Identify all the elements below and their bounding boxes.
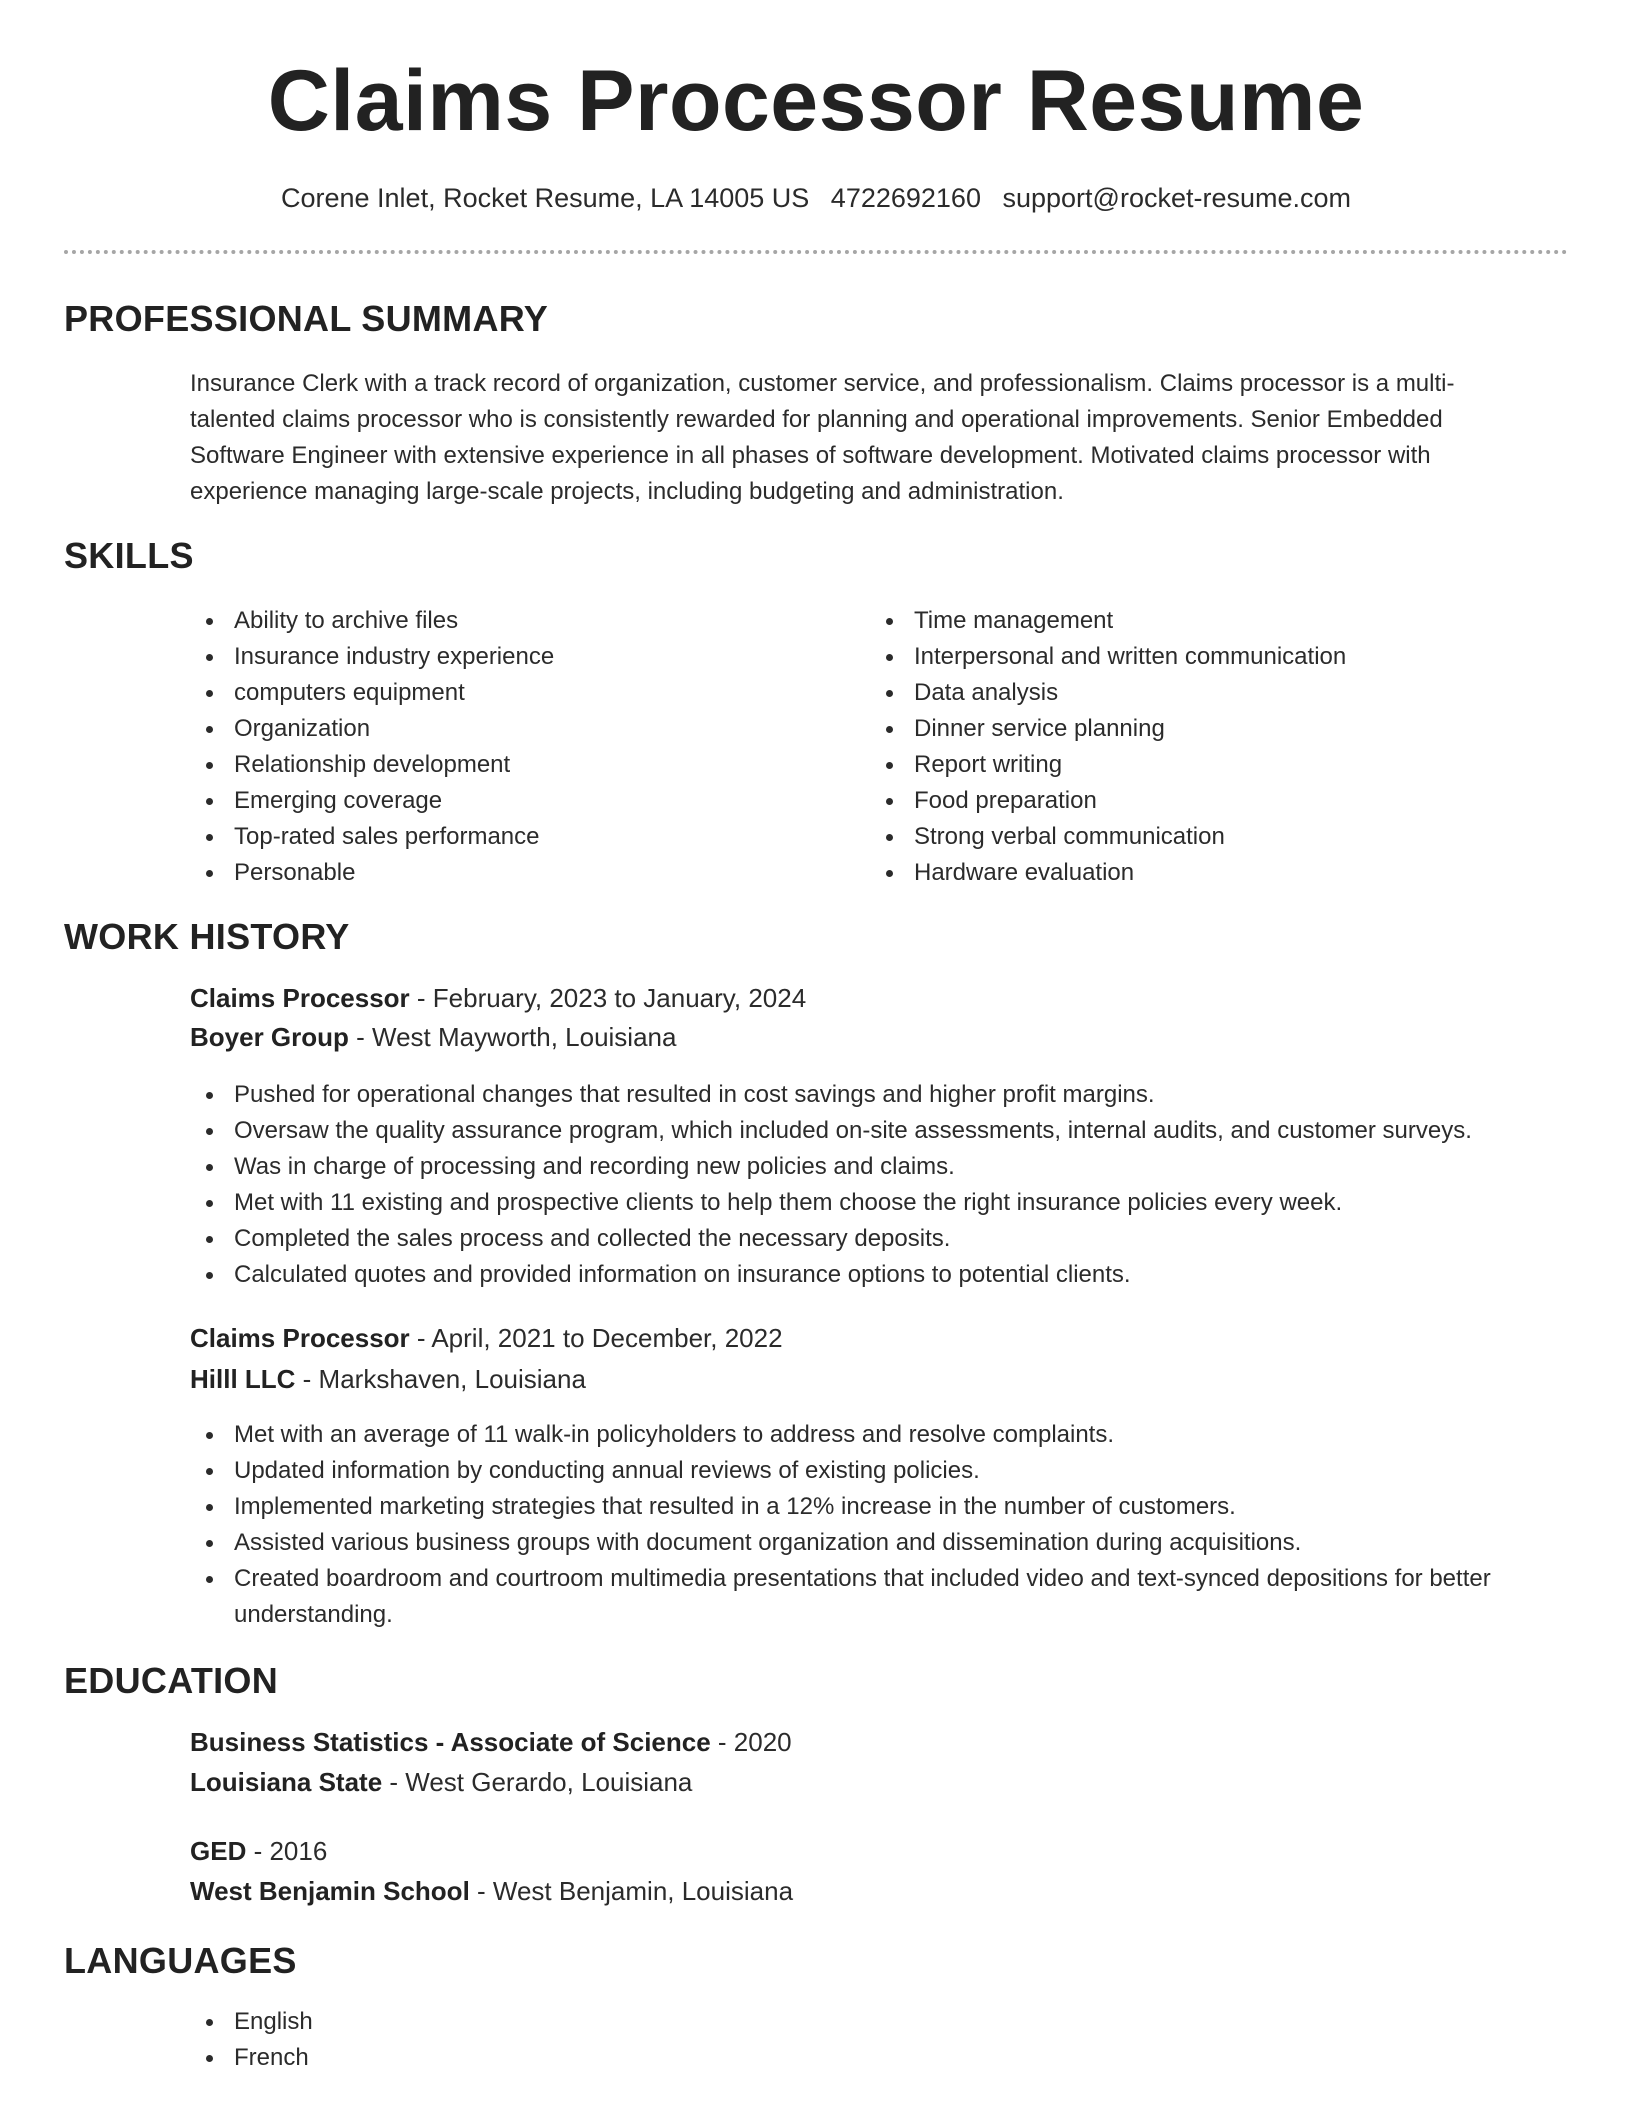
- contact-phone: 4722692160: [830, 183, 981, 213]
- job-title-line: [190, 983, 806, 1014]
- skill-item: Data analysis: [870, 675, 1530, 711]
- skill-item: Insurance industry experience: [190, 639, 850, 675]
- education-year: - 2020: [710, 1727, 792, 1757]
- skill-item: Report writing: [870, 747, 1530, 783]
- skill-item: Relationship development: [190, 747, 850, 783]
- job-title-line: [190, 1323, 783, 1354]
- skill-item: Ability to archive files: [190, 603, 850, 639]
- education-degree: Business Statistics - Associate of Science: [190, 1727, 711, 1757]
- section-heading-education: EDUCATION: [64, 1660, 279, 1701]
- job-location: - Markshaven, Louisiana: [295, 1364, 586, 1394]
- job-location: - West Mayworth, Louisiana: [348, 1022, 677, 1052]
- job-bullet: Created boardroom and courtroom multimedia presentations that included video and text-synced depositions for better understanding.: [190, 1561, 1570, 1633]
- job-dates: - April, 2021 to December, 2022: [409, 1323, 783, 1353]
- job-bullet: Updated information by conducting annual reviews of existing policies.: [190, 1453, 1570, 1489]
- page-title: Claims Processor Resume: [267, 53, 1365, 149]
- languages-list: [190, 2004, 790, 2076]
- job-bullet: Completed the sales process and collected the necessary deposits.: [190, 1221, 1570, 1257]
- education-degree-line: [190, 1836, 327, 1867]
- contact-address: Corene Inlet, Rocket Resume, LA 14005 US: [280, 183, 810, 213]
- skill-item: Dinner service planning: [870, 711, 1530, 747]
- job-dates: - February, 2023 to January, 2024: [409, 983, 807, 1013]
- job-company-line: [190, 1022, 676, 1053]
- section-heading-work: WORK HISTORY: [64, 916, 350, 957]
- job-bullet: Assisted various business groups with document organization and dissemination during acquisitions.: [190, 1525, 1570, 1561]
- skill-item: Interpersonal and written communication: [870, 639, 1530, 675]
- skill-item: Personable: [190, 855, 850, 891]
- language-item: French: [190, 2040, 790, 2076]
- skill-item: Hardware evaluation: [870, 855, 1530, 891]
- header-divider: [64, 250, 1568, 254]
- education-school: Louisiana State: [190, 1767, 383, 1797]
- job-bullets: [190, 1417, 1570, 1633]
- skill-item: Top-rated sales performance: [190, 819, 850, 855]
- language-item: English: [190, 2004, 790, 2040]
- job-bullet: Implemented marketing strategies that resulted in a 12% increase in the number of customers.: [190, 1489, 1570, 1525]
- job-title: Claims Processor: [190, 1323, 410, 1353]
- section-heading-languages: LANGUAGES: [64, 1940, 297, 1981]
- job-bullet: Calculated quotes and provided information on insurance options to potential clients.: [190, 1257, 1570, 1293]
- skill-item: Emerging coverage: [190, 783, 850, 819]
- contact-email: support@rocket-resume.com: [1002, 183, 1352, 213]
- job-company-line: [190, 1364, 586, 1395]
- section-heading-summary: PROFESSIONAL SUMMARY: [64, 298, 549, 339]
- skills-list-right: [870, 603, 1530, 891]
- job-bullet: Pushed for operational changes that resulted in cost savings and higher profit margins.: [190, 1077, 1570, 1113]
- education-school: West Benjamin School: [190, 1876, 470, 1906]
- job-bullet: Was in charge of processing and recording new policies and claims.: [190, 1149, 1570, 1185]
- summary-text: Insurance Clerk with a track record of organization, customer service, and professionalism. Claims processor is a multi-talented claims processor who is consistently rewarded for planning and operational improvements. Senior Embedded Software Engineer with extensive experience in all phases of software development. Motivated claims processor with experience managing large-scale projects, including budgeting and administration.: [190, 370, 1455, 505]
- contact-line: [0, 183, 1632, 214]
- job-bullet: Oversaw the quality assurance program, which included on-site assessments, internal audits, and customer surveys.: [190, 1113, 1570, 1149]
- education-degree: GED: [190, 1836, 247, 1866]
- skill-item: Food preparation: [870, 783, 1530, 819]
- skill-item: Strong verbal communication: [870, 819, 1530, 855]
- skill-item: Organization: [190, 711, 850, 747]
- education-school-line: [190, 1876, 793, 1907]
- education-degree-line: [190, 1727, 792, 1758]
- job-title: Claims Processor: [190, 983, 410, 1013]
- skills-list-left: [190, 603, 850, 891]
- job-company: Boyer Group: [190, 1022, 349, 1052]
- section-heading-skills: SKILLS: [64, 535, 194, 576]
- job-bullets: [190, 1077, 1570, 1293]
- job-bullet: Met with 11 existing and prospective clients to help them choose the right insurance policies every week.: [190, 1185, 1570, 1221]
- education-location: - West Benjamin, Louisiana: [469, 1876, 794, 1906]
- job-company: Hilll LLC: [190, 1364, 296, 1394]
- skill-item: Time management: [870, 603, 1530, 639]
- education-location: - West Gerardo, Louisiana: [382, 1767, 693, 1797]
- job-bullet: Met with an average of 11 walk-in policyholders to address and resolve complaints.: [190, 1417, 1570, 1453]
- education-year: - 2016: [246, 1836, 328, 1866]
- skill-item: computers equipment: [190, 675, 850, 711]
- education-school-line: [190, 1767, 692, 1798]
